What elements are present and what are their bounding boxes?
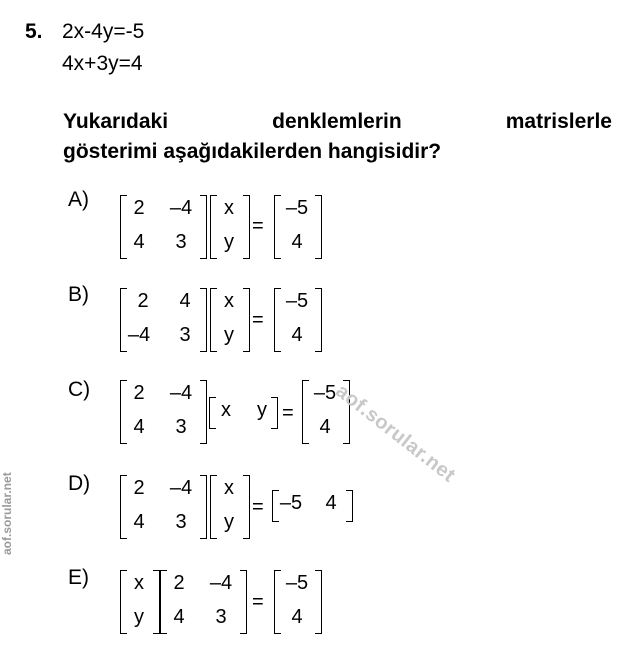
option-d-matrix: 2 –4 4 3: [120, 475, 210, 539]
option-a-result: –5 4: [274, 195, 324, 259]
option-a-matrix: 2 –4 4 3: [120, 195, 210, 259]
option-c-matrix: 2 –4 4 3: [120, 380, 210, 444]
option-c-label[interactable]: C): [68, 378, 91, 401]
question-text-line-2: gösterimi aşağıdakilerden hangisidir?: [63, 140, 442, 163]
option-c-result: –5 4: [302, 380, 352, 444]
option-e-result: –5 4: [274, 570, 324, 634]
option-d-equals: =: [252, 496, 264, 518]
option-b-matrix: 2 4 –4 3: [120, 288, 210, 352]
question-number: 5.: [25, 20, 43, 43]
equation-1: 2x-4y=-5: [62, 20, 145, 43]
option-a-vector: x y: [210, 195, 250, 259]
watermark-diagonal: aof.sorular.net: [331, 380, 460, 487]
option-a-label[interactable]: A): [68, 188, 89, 211]
word-2: denklemlerin: [272, 110, 402, 133]
option-e-equals: =: [252, 591, 264, 613]
option-b-label[interactable]: B): [68, 283, 89, 306]
watermark-side: aof.sorular.net: [0, 472, 14, 555]
option-b-equals: =: [252, 309, 264, 331]
option-e-label[interactable]: E): [68, 566, 89, 589]
option-e-matrix: 2 –4 4 3: [160, 570, 250, 634]
option-b-vector: x y: [210, 288, 250, 352]
word-3: matrislerle: [505, 110, 612, 133]
question-text-line-1: [63, 107, 612, 137]
option-e-vector: x y: [120, 570, 160, 634]
option-c-equals: =: [282, 402, 294, 424]
option-d-row-result: –5 4: [272, 490, 354, 522]
option-c-row-vector: x y: [209, 397, 279, 429]
equation-2: 4x+3y=4: [62, 52, 143, 75]
word-1: Yukarıdaki: [63, 110, 169, 133]
option-d-label[interactable]: D): [68, 472, 91, 495]
option-b-result: –5 4: [274, 288, 324, 352]
option-a-equals: =: [252, 215, 264, 237]
option-d-vector: x y: [210, 475, 250, 539]
